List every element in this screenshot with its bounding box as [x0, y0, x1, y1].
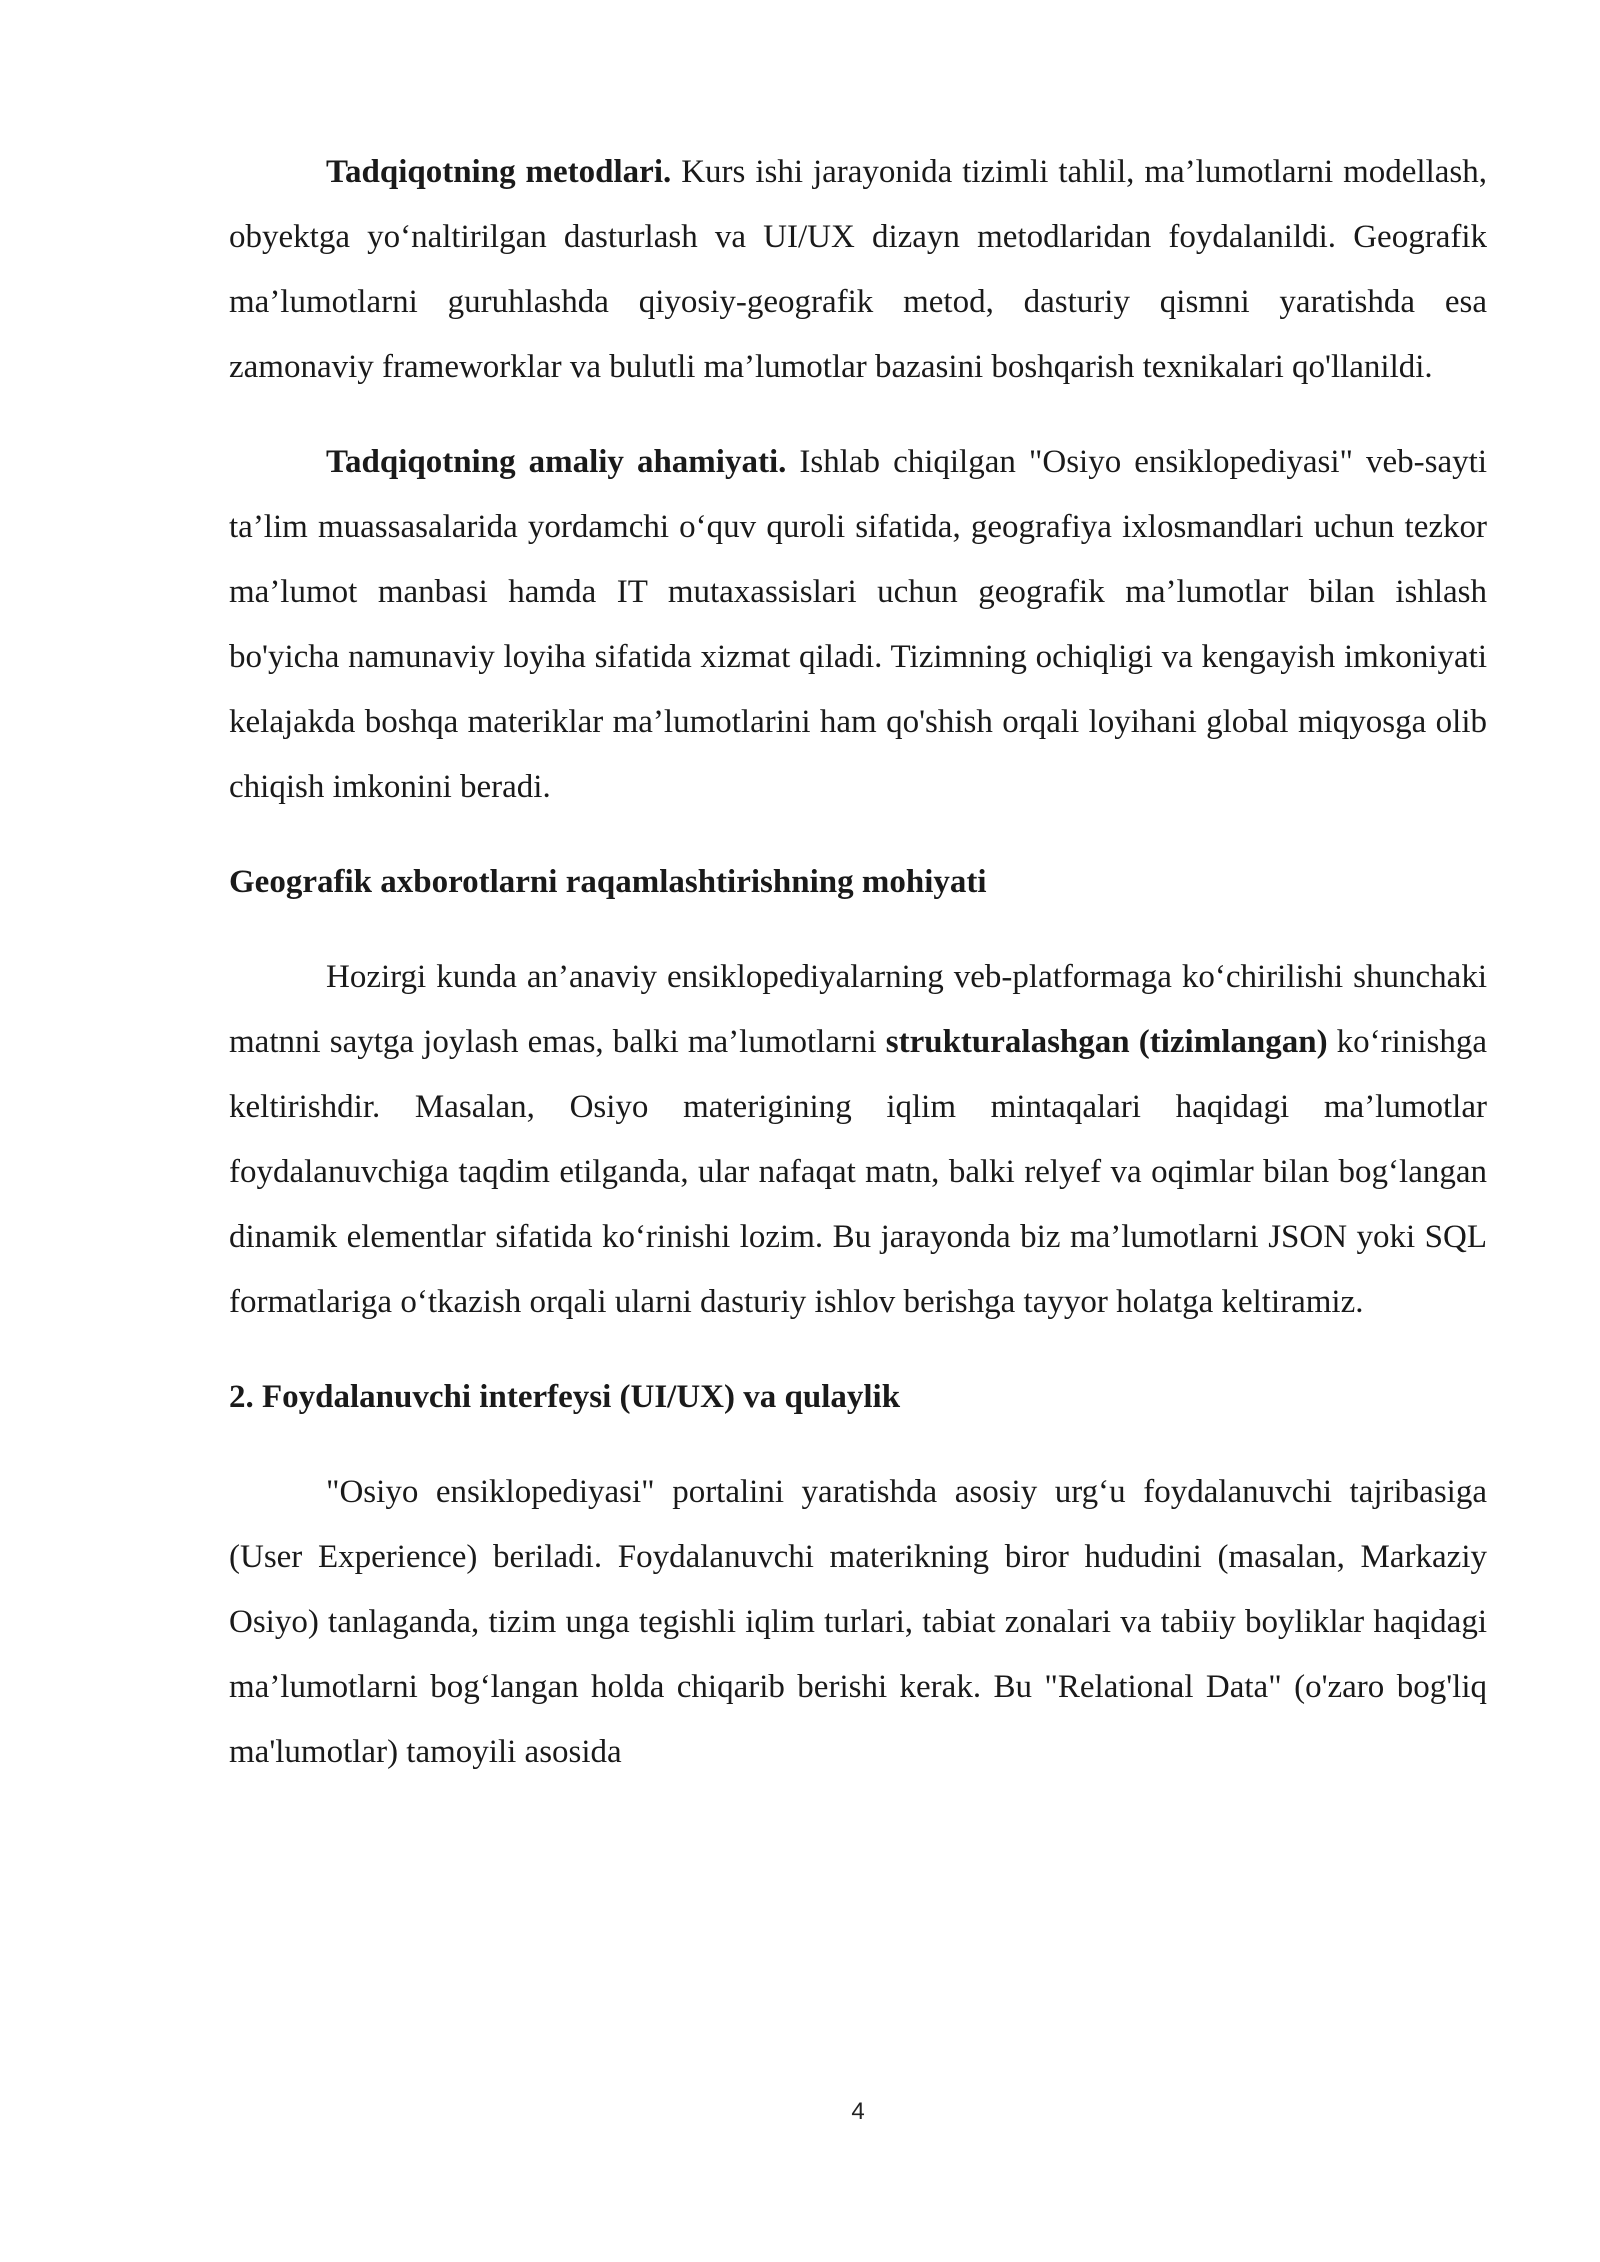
uiux-paragraph: "Osiyo ensiklopediyasi" portalini yaratishda asosiy urg‘u foydalanuvchi tajribasiga (User Experience) beriladi. Foydalanuvchi materikning biror hududini (masalan, Markaziy Osiyo) tanlaganda, tizim unga tegishli iqlim turlari, tabiat zonalari va tabiiy boyliklar haqidagi ma’lumotlarni bog‘langan holda chiqarib berishi kerak. Bu "Relational Data" (o'zaro bog'liq ma'lumotlar) tamoyili asosida [229, 1474, 1487, 1770]
digitization-paragraph [229, 945, 1487, 1335]
methods-text: Kurs ishi jarayonida tizimli tahlil, ma’lumotlarni modellash, obyektga yo‘naltirilgan dasturlash va UI/UX dizayn metodlaridan foydalanildi. Geografik ma’lumotlarni guruhlashda qiyosiy-geografik metod, dasturiy qismni yaratishda esa zamonaviy frameworklar va bulutli ma’lumotlar bazasini boshqarish texnikalari qo'llanildi. [229, 154, 1487, 385]
digitization-heading: Geografik axborotlarni raqamlashtirishning mohiyati [229, 864, 987, 900]
significance-text: Ishlab chiqilgan "Osiyo ensiklopediyasi" veb-sayti ta’lim muassasalarida yordamchi o‘quv quroli sifatida, geografiya ixlosmandlari uchun tezkor ma’lumot manbasi hamda IT mutaxassislari uchun geografik ma’lumotlar bilan ishlash bo'yicha namunaviy loyiha sifatida xizmat qiladi. Tizimning ochiqligi va kengayish imkoniyati kelajakda boshqa materiklar ma’lumotlarini ham qo'shish orqali loyihani global miqyosga olib chiqish imkonini beradi. [229, 444, 1487, 805]
digitization-text-before: Hozirgi kunda an’anaviy ensiklopediyalarning veb-platformaga ko‘chirilishi shunchaki matnni saytga joylash emas, balki ma’lumotlarni [229, 959, 1487, 1060]
digitization-text-after: ko‘rinishga keltirishdir. Masalan, Osiyo materigining iqlim mintaqalari haqidagi ma’lumotlar foydalanuvchiga taqdim etilganda, ular nafaqat matn, balki relyef va oqimlar bilan bog‘langan dinamik elementlar sifatida ko‘rinishi lozim. Bu jarayonda biz ma’lumotlarni JSON yoki SQL formatlariga o‘tkazish orqali ularni dasturiy ishlov berishga tayyor holatga keltiramiz. [229, 1024, 1487, 1320]
methods-paragraph [229, 140, 1487, 400]
page-number: 4 [851, 2098, 865, 2125]
significance-paragraph [229, 430, 1487, 820]
document-page [229, 140, 1487, 1785]
significance-lead: Tadqiqotning amaliy ahamiyati. [326, 444, 787, 480]
digitization-bold-term: strukturalashgan (tizimlangan) [885, 1024, 1328, 1060]
uiux-heading: 2. Foydalanuvchi interfeysi (UI/UX) va qulaylik [229, 1379, 901, 1415]
methods-lead: Tadqiqotning metodlari. [326, 154, 672, 190]
